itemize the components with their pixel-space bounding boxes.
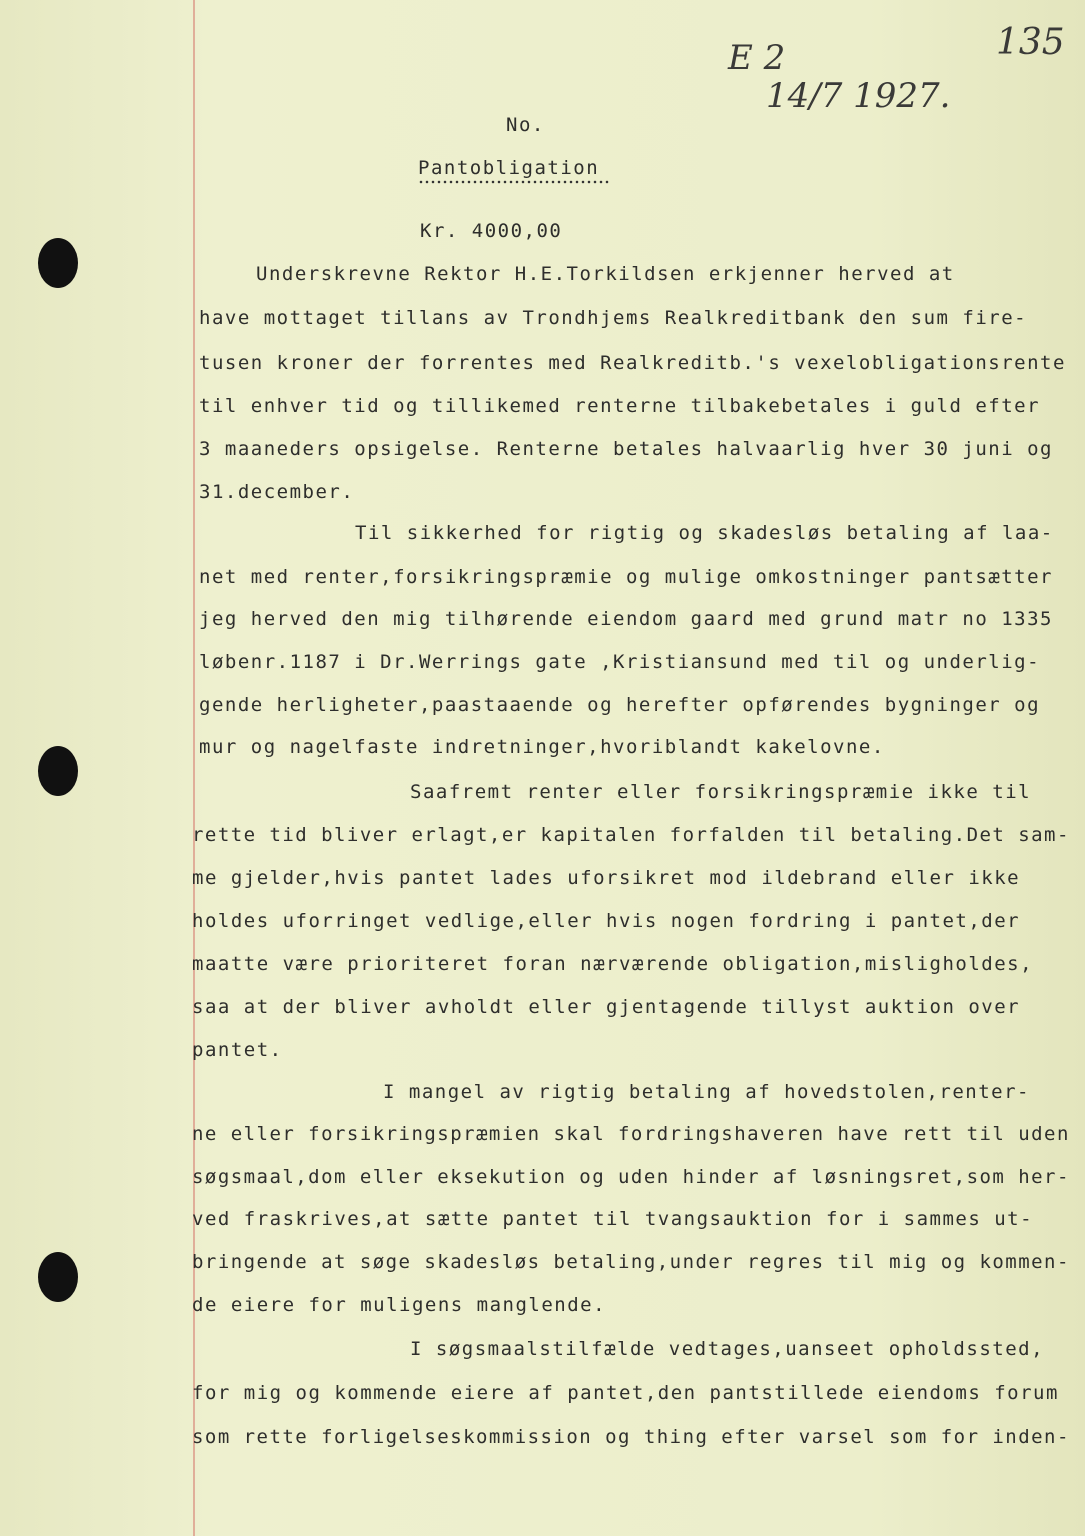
stamp-date: 14/7 1927. — [766, 76, 951, 116]
amount: Kr. 4000,00 — [420, 220, 563, 242]
body-line: tusen kroner der forrentes med Realkreditb.'s vexelobligationsrente — [199, 352, 1066, 374]
body-line: løbenr.1187 i Dr.Werrings gate ,Kristiansund med til og underlig- — [199, 651, 1041, 673]
body-line: Saafremt renter eller forsikringspræmie ikke til — [410, 781, 1032, 803]
punch-hole — [38, 1252, 78, 1302]
doc-title: Pantobligation — [418, 157, 600, 179]
page-number: 135 — [996, 22, 1065, 63]
body-line: net med renter,forsikringspræmie og mulige omkostninger pantsætter — [199, 566, 1053, 588]
punch-hole — [38, 746, 78, 796]
body-line: gende herligheter,paastaaende og herefter opførendes bygninger og — [199, 694, 1041, 716]
body-line: ved fraskrives,at sætte pantet til tvangsauktion for i sammes ut- — [192, 1208, 1034, 1230]
body-line: ne eller forsikringspræmien skal fordringshaveren have rett til uden — [192, 1123, 1070, 1145]
body-line: søgsmaal,dom eller eksekution og uden hinder af løsningsret,som her- — [192, 1166, 1070, 1188]
body-line: som rette forligelseskommission og thing efter varsel som for inden- — [192, 1426, 1070, 1448]
body-line: de eiere for muligens manglende. — [192, 1294, 607, 1316]
body-line: I søgsmaalstilfælde vedtages,uanseet opholdssted, — [410, 1338, 1045, 1360]
body-line: mur og nagelfaste indretninger,hvoriblandt kakelovne. — [199, 736, 885, 758]
body-line: til enhver tid og tillikemed renterne tilbakebetales i guld efter — [199, 395, 1041, 417]
body-line: saa at der bliver avholdt eller gjentagende tillyst auktion over — [192, 996, 1021, 1018]
doc-number-label: No. — [506, 114, 545, 136]
body-line: 31.december. — [199, 481, 355, 503]
body-line: Underskrevne Rektor H.E.Torkildsen erkjenner herved at — [256, 263, 955, 285]
body-line: Til sikkerhed for rigtig og skadesløs betaling af laa- — [355, 522, 1054, 544]
punch-hole — [38, 238, 78, 288]
body-line: bringende at søge skadesløs betaling,under regres til mig og kommen- — [192, 1251, 1070, 1273]
body-line: for mig og kommende eiere af pantet,den pantstillede eiendoms forum — [192, 1382, 1059, 1404]
body-line: pantet. — [192, 1039, 283, 1061]
body-line: I mangel av rigtig betaling af hovedstolen,renter- — [383, 1081, 1030, 1103]
body-line: rette tid bliver erlagt,er kapitalen forfalden til betaling.Det sam- — [192, 824, 1070, 846]
body-line: me gjelder,hvis pantet lades uforsikret mod ildebrand eller ikke — [192, 867, 1021, 889]
body-line: holdes uforringet vedlige,eller hvis nogen fordring i pantet,der — [192, 910, 1021, 932]
body-line: maatte være prioriteret foran nærværende obligation,misligholdes, — [192, 953, 1034, 975]
body-line: 3 maaneders opsigelse. Renterne betales halvaarlig hver 30 juni og — [199, 438, 1053, 460]
stamp-mark: E 2 — [728, 38, 786, 78]
body-line: jeg herved den mig tilhørende eiendom gaard med grund matr no 1335 — [199, 608, 1053, 630]
body-line: have mottaget tillans av Trondhjems Realkreditbank den sum fire- — [199, 307, 1028, 329]
title-underline — [418, 180, 610, 184]
